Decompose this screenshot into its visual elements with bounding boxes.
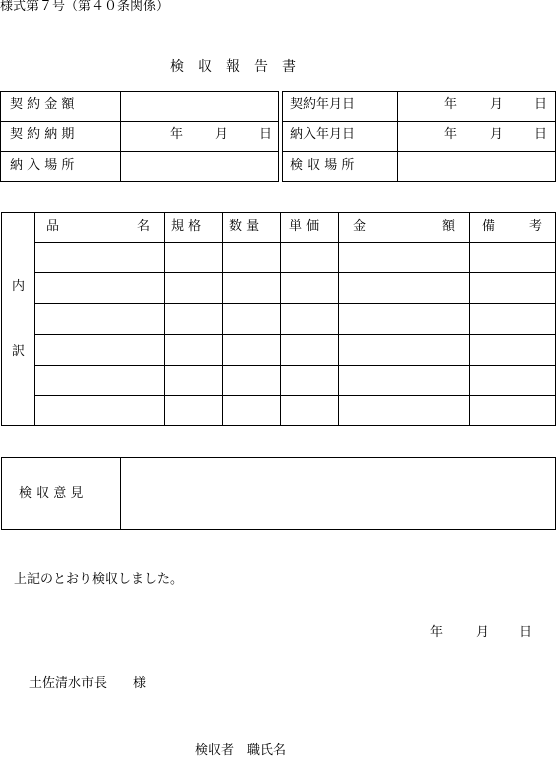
header-notes-a: 備 (482, 219, 496, 234)
header-amount-a: 金 (353, 219, 367, 234)
header-item-name-b: 名 (137, 219, 151, 234)
details-side-label-uchi: 内 (12, 279, 26, 294)
delivery-date-label: 納入年月日 (290, 127, 356, 142)
contract-date-month: 月 (490, 97, 504, 112)
contract-date-year: 年 (444, 97, 458, 112)
header-item-name-a: 品 (46, 219, 60, 234)
deadline-day: 日 (259, 127, 273, 142)
header-quantity: 数 量 (229, 219, 260, 234)
delivery-date-year: 年 (444, 127, 458, 142)
contract-deadline-label: 契 約 納 期 (10, 127, 75, 142)
signature-date-month: 月 (476, 625, 490, 640)
deadline-year: 年 (170, 127, 184, 142)
signature-date-day: 日 (519, 625, 533, 640)
addressee: 土佐清水市長 様 (29, 676, 147, 691)
header-amount-b: 額 (442, 219, 456, 234)
header-unit-price: 単 価 (289, 219, 320, 234)
form-number: 様式第７号（第４０条関係） (0, 0, 170, 14)
details-side-label-wake: 訳 (12, 344, 26, 359)
signature-date-year: 年 (430, 625, 444, 640)
inspection-opinion-label: 検 収 意 見 (19, 486, 84, 501)
header-notes-b: 考 (529, 219, 543, 234)
delivery-date-month: 月 (490, 127, 504, 142)
delivery-date-day: 日 (534, 127, 548, 142)
inspection-statement: 上記のとおり検収しました。 (14, 572, 184, 587)
page-title: 検 収 報 告 書 (170, 59, 296, 75)
inspection-place-label: 検 収 場 所 (290, 158, 355, 173)
delivery-place-label: 納 入 場 所 (10, 158, 75, 173)
contract-amount-label: 契 約 金 額 (10, 97, 75, 112)
contract-date-label: 契約年月日 (290, 97, 356, 112)
contract-date-day: 日 (534, 97, 548, 112)
inspector-name-label: 検収者 職氏名 (195, 743, 287, 758)
header-spec: 規 格 (171, 219, 202, 234)
deadline-month: 月 (215, 127, 229, 142)
